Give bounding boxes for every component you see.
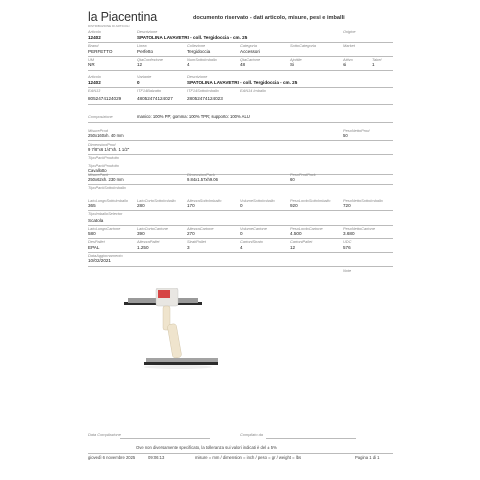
- label-misure-prod: MisureProd: [88, 128, 108, 133]
- label-udc: UDC: [343, 239, 352, 244]
- value-misure-prod: 250x160xh. 40 mm: [88, 133, 124, 138]
- label-categoria: Categoria: [240, 43, 257, 48]
- label-lato-corto-sotto-imballo: LatoCortoSottoImballo: [137, 198, 176, 203]
- label-descrizione: Descrizione: [137, 29, 158, 34]
- footer-page: Pagina 1 di 1: [355, 455, 380, 460]
- value-ajottile: Si: [290, 62, 295, 67]
- value-altezza-sotto-imballo: 170: [187, 203, 195, 208]
- label-cartoni-strato: CartoniStrato: [240, 239, 263, 244]
- value-peso-netto-sotto-imballo: 720: [343, 203, 351, 208]
- value-lato-corto-sotto-imballo: 280: [137, 203, 145, 208]
- value-strati-pallet: 3: [187, 245, 190, 250]
- label-cartoni-pallet: CartoniPallet: [290, 239, 313, 244]
- label-data-aggiornamento: DataAggiornamento: [88, 253, 123, 258]
- label-misure-pack: MisurePack: [88, 172, 109, 177]
- label-peso-netto-prod: PesoNettoProd: [343, 128, 370, 133]
- footer-time: 09:06:13: [148, 455, 165, 460]
- label-peso-lordo-sotto-imballo: PesoLordoSottoImballo: [290, 198, 331, 203]
- value-collezione: Tergidoccia: [187, 49, 211, 54]
- divider: [88, 70, 393, 71]
- divider: [88, 252, 393, 253]
- holder-bottom: [146, 358, 218, 362]
- label-origine: Origine: [343, 29, 356, 34]
- value-ean13: 8052474124029: [88, 96, 122, 101]
- footer-units: misure = mm / dimension = inch / peso = gr / weight = lbs: [195, 455, 302, 460]
- value-udc: 576: [343, 245, 351, 250]
- divider: [88, 122, 393, 123]
- footer-date: giovedì 6 novembre 2025: [88, 455, 136, 460]
- value-peso-netto-prod: 50: [343, 133, 348, 138]
- tolerance-disclaimer: Ove non diversamente specificato, la tolleranza sui valori indicati è del ± 5%: [136, 445, 277, 450]
- shadow: [144, 365, 212, 369]
- label-volume-sotto-imballo: VolumeSottoImballo: [240, 198, 275, 203]
- label-tipo-imballo: TipoImballoSelector: [88, 211, 123, 216]
- product-image: [118, 288, 218, 398]
- value-tabel: 1: [372, 62, 375, 67]
- document-title: documento riservato - dati articolo, misure, pesi e imballi: [193, 15, 345, 21]
- label-peso-lordo-cartone: PesoLordoCartone: [290, 226, 323, 231]
- signature-line-name: [266, 438, 356, 439]
- blade-bottom: [144, 362, 218, 365]
- label-peso-netto-sotto-imballo: PesoNettoSottoImballo: [343, 198, 383, 203]
- divider: [88, 154, 393, 155]
- label-articolo: Articolo: [88, 29, 101, 34]
- label-itf14-sotto-imballo: ITF14SottoImballo: [187, 88, 219, 93]
- value-peso-lordo-sotto-imballo: 920: [290, 203, 298, 208]
- value-volume-sotto-imballo: 0: [240, 203, 243, 208]
- value-tipo-pack-prodotto: Cavallotto: [88, 168, 107, 173]
- value-volume-cartone: 0: [240, 231, 243, 236]
- label-note: Note: [343, 268, 352, 273]
- company-tagline: DISTRIBUZIONE DI ARTICOLI: [88, 24, 130, 28]
- label-itf14-balzatto: ITF14Balzatto: [137, 88, 162, 93]
- value-linea: Perfetto: [137, 49, 154, 54]
- label-um: UM: [88, 57, 95, 62]
- value-articolo: 12402: [88, 35, 101, 40]
- value-peso-lordo-cartone: 4.500: [290, 231, 302, 236]
- divider: [88, 210, 393, 211]
- label-articolo-2: Articolo: [88, 74, 101, 79]
- label-peso-prod-pack: PesoProdPack: [290, 172, 316, 177]
- value-num-sotto-imballo: 4: [187, 62, 190, 67]
- label-volume-cartone: VolumeCartone: [240, 226, 267, 231]
- note-box: [342, 272, 394, 422]
- value-attivo: si: [343, 62, 347, 67]
- divider: [88, 453, 393, 454]
- label-lato-lungo-cartone: LatoLungoCartone: [88, 226, 121, 231]
- label-ean14-imballo: EAN14 Imballo: [240, 88, 266, 93]
- value-peso-prod-pack: 60: [290, 177, 295, 182]
- value-brand: PERFETTO: [88, 49, 113, 54]
- divider: [88, 174, 393, 175]
- value-dimensioni-pack: 9.84x1.57xh9.06: [187, 177, 218, 182]
- value-cartoni-pallet: 12: [290, 245, 296, 250]
- value-categoria: Accessori: [240, 49, 260, 54]
- label-sottocategoria: SottoCategoria: [290, 43, 316, 48]
- label-tipo-pack-sotto-imballo: TipoPackSottoImballo: [88, 185, 126, 190]
- divider: [88, 140, 393, 141]
- label-num-sotto-imballo: NumSottoImballo: [187, 57, 217, 62]
- value-descrizione-2: SPATOLINA LAVAVETRI - coll. Tergidoccia - cm. 25: [187, 80, 298, 85]
- divider: [88, 266, 393, 267]
- value-altezza-pallet: 1.250: [137, 245, 149, 250]
- label-des-pallet: DesPallet: [88, 239, 105, 244]
- value-descrizione: SPATOLINA LAVAVETRI - coll. Tergidoccia - cm. 25: [137, 35, 248, 40]
- label-tabel: Tabel: [372, 57, 382, 62]
- label-compilato-da: Compilato da: [240, 432, 263, 437]
- label-dimensioni-prod: DimensioniProd: [88, 142, 116, 147]
- label-altezza-sotto-imballo: AltezzaSottoImballo: [187, 198, 222, 203]
- value-altezza-cartone: 270: [187, 231, 195, 236]
- label-variante: Variante: [137, 74, 152, 79]
- label-tipo-pack-prodotto: TipoPackProdotto: [88, 155, 119, 160]
- label-strati-pallet: StratiPallet: [187, 239, 206, 244]
- handle-bottom: [167, 323, 182, 358]
- value-composizione: manico: 100% PP; gomma: 100% TPR; supporto: 100% ALU: [137, 114, 250, 119]
- value-variante: 0: [137, 80, 140, 85]
- label-attivo: Attivo: [343, 57, 353, 62]
- value-data-aggiornamento: 10/02/2021: [88, 258, 111, 263]
- value-um: NR: [88, 62, 95, 67]
- value-lato-corto-cartone: 390: [137, 231, 145, 236]
- label-brand: Brand: [88, 43, 99, 48]
- label-composizione: Composizione: [88, 114, 113, 119]
- label-altezza-cartone: AltezzaCartone: [187, 226, 214, 231]
- label-ajottile: Ajottile: [290, 57, 302, 62]
- divider: [88, 184, 393, 185]
- value-qta-cartone: 48: [240, 62, 246, 67]
- label-descrizione-2: Descrizione: [187, 74, 208, 79]
- label-market: Market: [343, 43, 355, 48]
- label-qta-confezione: QtaConfezione: [137, 57, 163, 62]
- value-cartoni-strato: 4: [240, 245, 243, 250]
- value-peso-netto-cartone: 3.680: [343, 231, 355, 236]
- label-ean13: EAN13: [88, 88, 101, 93]
- value-lato-lungo-sotto-imballo: 365: [88, 203, 96, 208]
- label-lato-lungo-sotto-imballo: LatoLungoSottoImballo: [88, 198, 129, 203]
- label-collezione: Collezione: [187, 43, 206, 48]
- value-itf14-sotto-imballo: 28052474124023: [187, 96, 223, 101]
- label-tipo-pack-prodotto-2: TipoPackProdotto: [88, 163, 119, 168]
- package-label: [158, 290, 170, 298]
- value-qta-confezione: 12: [137, 62, 143, 67]
- label-lato-corto-cartone: LatoCortoCartone: [137, 226, 168, 231]
- value-lato-lungo-cartone: 580: [88, 231, 96, 236]
- label-qta-cartone: QtaCartone: [240, 57, 261, 62]
- company-logo: la Piacentina: [88, 10, 157, 24]
- value-itf14-balzatto: 48052474124027: [137, 96, 173, 101]
- label-peso-netto-cartone: PesoNettoCartone: [343, 226, 376, 231]
- value-dimensioni-prod: 9 7/8"x6 1/4"xh. 1 1/2": [88, 147, 130, 152]
- signature-line-date: [120, 438, 210, 439]
- divider: [88, 104, 393, 105]
- label-data-compilazione: Data Compilazione: [88, 432, 121, 437]
- value-tipo-cartone: Scatola: [88, 218, 104, 223]
- value-articolo-2: 12402: [88, 80, 101, 85]
- label-linea: Linea: [137, 43, 147, 48]
- value-misure-pack: 250x62xh. 230 mm: [88, 177, 124, 182]
- label-altezza-pallet: AltezzaPallet: [137, 239, 160, 244]
- value-des-pallet: EPAL: [88, 245, 100, 250]
- label-dimensioni-pack: DimensioniPack: [187, 172, 215, 177]
